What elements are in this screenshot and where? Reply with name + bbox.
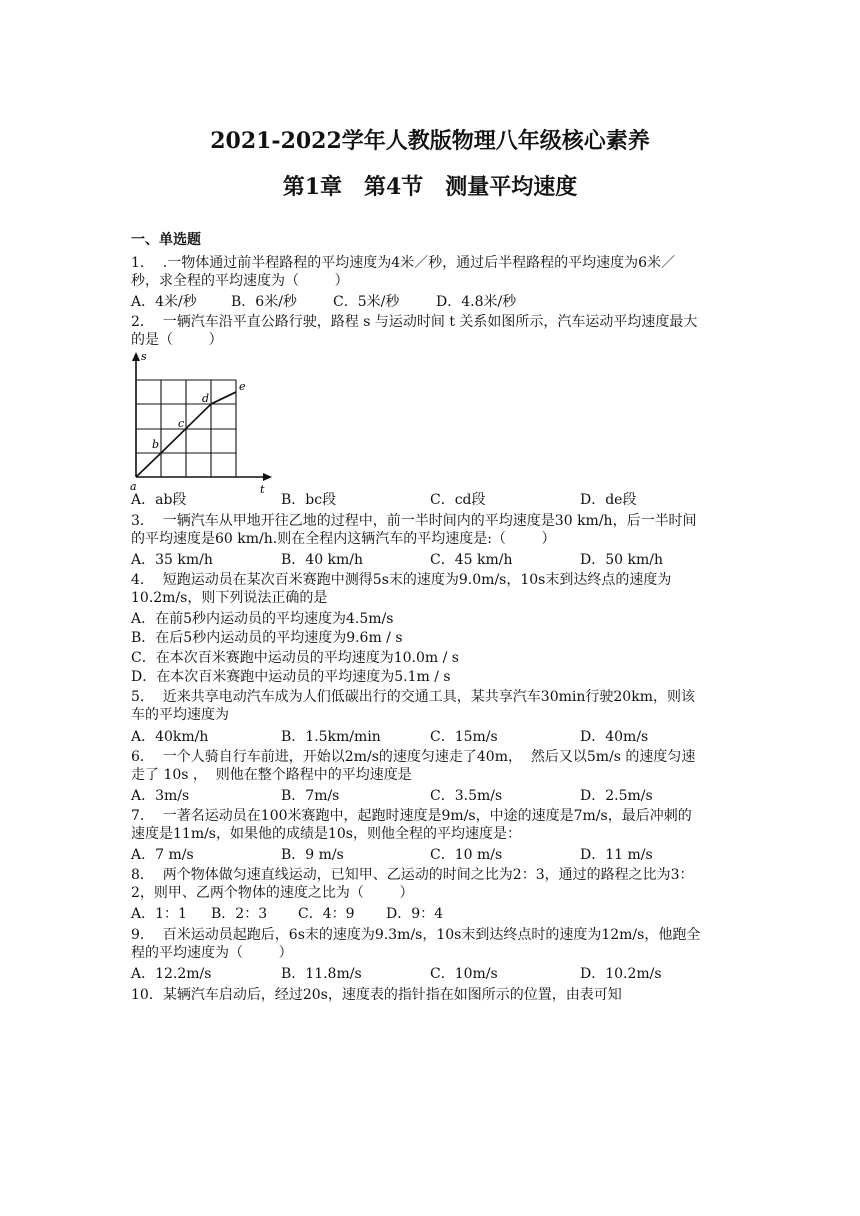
question-4-option-a: A．在前5秒内运动员的平均速度为4.5m/s [131, 611, 394, 627]
s-t-graph-figure [127, 350, 277, 495]
question-6-option-a: A．3m/s [131, 788, 190, 804]
question-9-line-2: 程的平均速度为（ ） [131, 945, 293, 961]
graph-label-s: s [141, 350, 147, 363]
question-8-option-c: C．4：9 [298, 906, 355, 922]
question-5-option-d: D．40m/s [580, 729, 649, 745]
question-2-option-d: D．de段 [580, 492, 637, 508]
question-6-line-2: 走了 10s ， 则他在整个路程中的平均速度是 [131, 767, 412, 783]
graph-point-d: d [202, 392, 210, 405]
question-8-line-1: 8． 两个物体做匀速直线运动，已知甲、乙运动的时间之比为2：3，通过的路程之比为3： [131, 867, 694, 883]
question-7-line-1: 7． 一著名运动员在100米赛跑中，起跑时速度是9m/s，中途的速度是7m/s，最后冲刺的 [131, 808, 692, 824]
graph-point-e: e [239, 380, 246, 393]
question-4-option-d: D．在本次百米赛跑中运动员的平均速度为5.1m / s [131, 669, 451, 685]
question-3-option-c: C．45 km/h [430, 552, 513, 568]
question-7-option-a: A．7 m/s [131, 847, 194, 863]
graph-point-a: a [130, 480, 137, 493]
question-6-option-c: C．3.5m/s [430, 788, 503, 804]
question-10-line-1: 10．某辆汽车启动后，经过20s，速度表的指针指在如图所示的位置，由表可知 [131, 987, 622, 1003]
question-8-option-d: D．9：4 [386, 906, 444, 922]
question-9-option-c: C．10m/s [430, 966, 498, 982]
question-8-option-a: A．1：1 [131, 906, 187, 922]
question-4-option-b: B．在后5秒内运动员的平均速度为9.6m / s [131, 630, 403, 646]
question-1-line-2: 秒，求全程的平均速度为（ ） [131, 273, 349, 289]
question-4-line-2: 10.2m/s，则下列说法正确的是 [131, 590, 328, 606]
question-9-option-d: D．10.2m/s [580, 966, 662, 982]
question-3-line-1: 3． 一辆汽车从甲地开往乙地的过程中，前一半时间内的平均速度是30 km/h，后一半时间 [131, 513, 697, 529]
graph-point-c: c [178, 417, 185, 430]
question-5-option-c: C．15m/s [430, 729, 498, 745]
question-7-option-b: B．9 m/s [281, 847, 344, 863]
question-2-option-a: A．ab段 [131, 492, 187, 508]
question-8-option-b: B．2：3 [211, 906, 268, 922]
question-1-option-a: A．4米/秒 [131, 294, 197, 310]
graph-y-arrow [132, 352, 140, 361]
document-subtitle: 第1章 第4节 测量平均速度 [282, 174, 578, 200]
question-1-option-c: C．5米/秒 [333, 294, 400, 310]
question-5-option-b: B．1.5km/min [281, 729, 381, 745]
question-3-option-a: A．35 km/h [131, 552, 213, 568]
question-5-line-1: 5． 近来共享电动汽车成为人们低碳出行的交通工具，某共享汽车30min行驶20km，则该 [131, 689, 695, 705]
question-2-line-1: 2． 一辆汽车沿平直公路行驶，路程 s 与运动时间 t 关系如图所示，汽车运动平均速度最大 [131, 314, 698, 330]
question-4-option-c: C．在本次百米赛跑中运动员的平均速度为10.0m / s [131, 650, 459, 666]
section-heading: 一、单选题 [131, 232, 201, 248]
graph-point-b: b [152, 438, 160, 451]
question-5-option-a: A．40km/h [131, 729, 209, 745]
question-7-line-2: 速度是11m/s，如果他的成绩是10s，则他全程的平均速度是： [131, 826, 521, 842]
question-9-option-a: A．12.2m/s [131, 966, 212, 982]
question-9-option-b: B．11.8m/s [281, 966, 362, 982]
question-5-line-2: 车的平均速度为 [131, 707, 229, 723]
question-1-option-b: B．6米/秒 [231, 294, 297, 310]
question-2-option-b: B．bc段 [281, 492, 337, 508]
question-1-option-d: D．4.8米/秒 [436, 294, 517, 310]
question-1-line-1: 1． .一物体通过前半程路程的平均速度为4米／秒，通过后半程路程的平均速度为6米／ [131, 255, 676, 271]
document-title: 2021-2022学年人教版物理八年级核心素养 [210, 128, 650, 154]
question-2-line-2: 的是（ ） [131, 332, 223, 348]
graph-label-t: t [260, 483, 265, 495]
question-6-line-1: 6． 一个人骑自行车前进，开始以2m/s的速度匀速走了40m， 然后又以5m/s 的速度匀速 [131, 749, 696, 765]
question-2-option-c: C．cd段 [430, 492, 486, 508]
question-7-option-d: D．11 m/s [580, 847, 653, 863]
graph-x-arrow [263, 473, 272, 481]
question-3-option-b: B．40 km/h [281, 552, 364, 568]
question-4-line-1: 4． 短跑运动员在某次百米赛跑中测得5s末的速度为9.0m/s，10s末到达终点的速度为 [131, 572, 672, 588]
question-8-line-2: 2，则甲、乙两个物体的速度之比为（ ） [131, 885, 414, 901]
s-t-graph [127, 350, 277, 495]
question-6-option-d: D．2.5m/s [580, 788, 653, 804]
question-7-option-c: C．10 m/s [430, 847, 503, 863]
question-3-option-d: D．50 km/h [580, 552, 663, 568]
question-9-line-1: 9． 百米运动员起跑后，6s末的速度为9.3m/s，10s末到达终点时的速度为12m/s，他跑全 [131, 927, 701, 943]
question-6-option-b: B．7m/s [281, 788, 340, 804]
question-3-line-2: 的平均速度是60 km/h.则在全程内这辆汽车的平均速度是:（ ） [131, 531, 556, 547]
